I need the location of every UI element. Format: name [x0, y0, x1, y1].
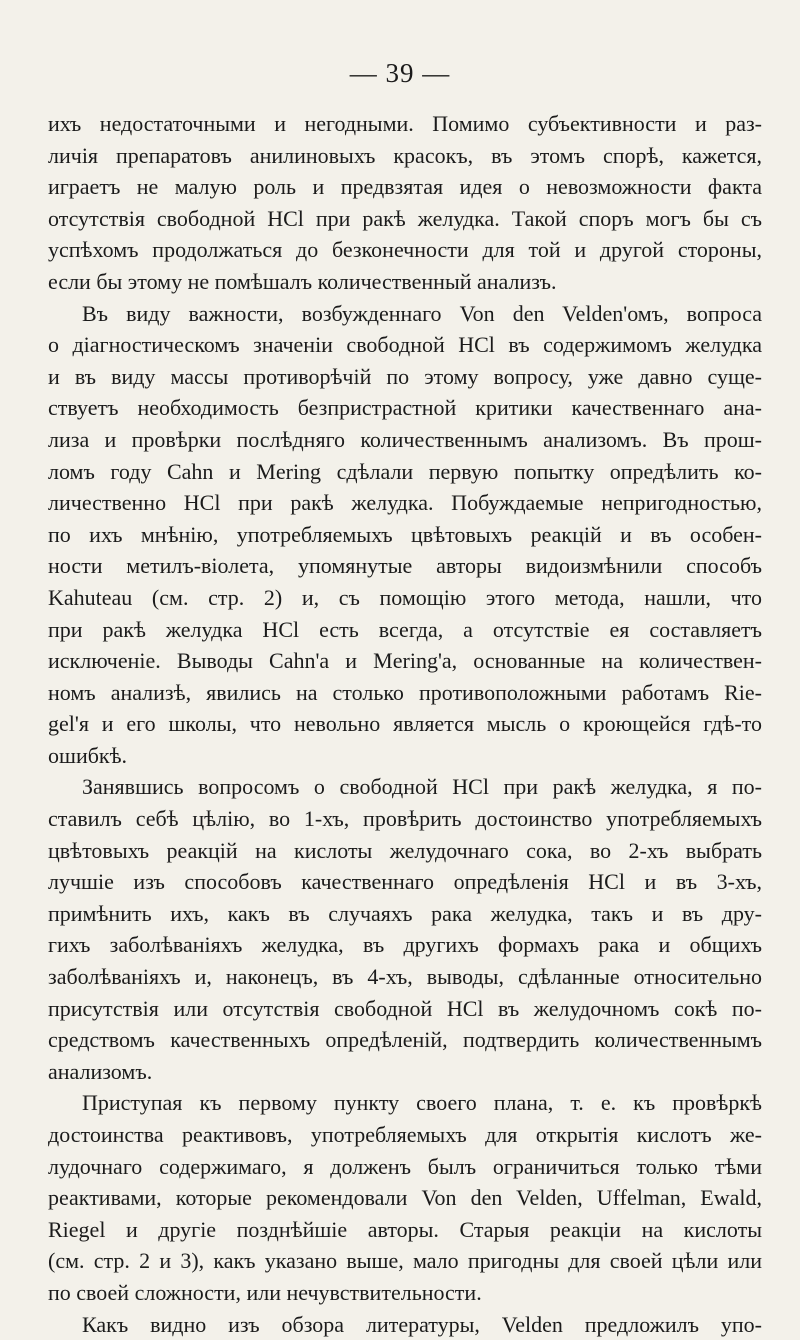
text-line: играетъ не малую роль и предвзятая идея о невозможности факта — [48, 174, 762, 200]
text-line: гихъ заболѣваніяхъ желудка, въ другихъ формахъ рака и общихъ — [48, 932, 762, 958]
text-line: ихъ недостаточными и негодными. Помимо субъективности и раз- — [48, 111, 762, 136]
text-line: личественно HCl при ракѣ желудка. Побуждаемые непригодностью, — [48, 490, 762, 516]
text-line: ломъ году Cahn и Mering сдѣлали первую попытку опредѣлить ко- — [48, 458, 762, 484]
text-line: (см. стр. 2 и 3), какъ указано выше, мало пригодны для своей цѣли или — [48, 1248, 762, 1274]
text-line: примѣнить ихъ, какъ въ случаяхъ рака желудка, такъ и въ дру- — [48, 900, 762, 926]
text-line: заболѣваніяхъ и, наконецъ, въ 4-хъ, выводы, сдѣланные относительно — [48, 964, 762, 990]
text-line: личія препаратовъ анилиновыхъ красокъ, въ этомъ спорѣ, кажется, — [48, 142, 762, 168]
text-line: по ихъ мнѣнію, употребляемыхъ цвѣтовыхъ реакцій и въ особен- — [48, 521, 762, 547]
paragraph-start-line: Приступая къ первому пункту своего плана, т. е. къ провѣркѣ — [82, 1090, 762, 1116]
page-number: — 39 — — [349, 58, 451, 88]
text-line: если бы этому не помѣшалъ количественный анализъ. — [48, 268, 557, 294]
text-line: при ракѣ желудка HCl есть всегда, а отсутствіе ея составляетъ — [48, 616, 762, 642]
paragraph-start-line: Въ виду важности, возбужденнаго Von den Velden'омъ, вопроса — [82, 300, 762, 326]
text-line: достоинства реактивовъ, употребляемыхъ для открытія кислотъ же- — [48, 1122, 762, 1147]
text-line: ности метилъ-віолета, упомянутые авторы видоизмѣнили способъ — [48, 553, 762, 579]
text-line: Riegel и другіе позднѣйшіе авторы. Старыя реакціи на кислоты — [48, 1216, 762, 1242]
body-text — [48, 108, 762, 1340]
text-line: и въ виду массы противорѣчій по этому вопросу, уже давно суще- — [48, 363, 762, 389]
text-line: отсутствія свободной HCl при ракѣ желудка. Такой споръ могъ бы съ — [48, 205, 762, 231]
text-line: лучшіе изъ способовъ качественнаго опредѣленія HCl и въ 3-хъ, — [48, 869, 762, 895]
text-line: ствуетъ необходимость безпристрастной критики качественнаго ана- — [48, 395, 762, 421]
text-line: ошибкѣ. — [48, 742, 128, 768]
text-line: Kahuteau (см. стр. 2) и, съ помощію этого метода, нашли, что — [48, 584, 762, 610]
text-line: о діагностическомъ значеніи свободной HCl въ содержимомъ желудка — [48, 332, 762, 358]
text-line: лиза и провѣрки послѣдняго количественнымъ анализомъ. Въ прош- — [48, 426, 762, 452]
text-line: реактивами, которые рекомендовали Von den Velden, Uffelman, Ewald, — [48, 1185, 762, 1211]
text-line: номъ анализѣ, явились на столько противоположными работамъ Rie- — [48, 679, 762, 705]
text-line: цвѣтовыхъ реакцій на кислоты желудочнаго сока, во 2-хъ выбрать — [48, 837, 762, 863]
text-line: успѣхомъ продолжаться до безконечности для той и другой стороны, — [48, 237, 762, 263]
paragraph-start-line: Какъ видно изъ обзора литературы, Velden предложилъ упо- — [82, 1311, 762, 1337]
text-line: средствомъ качественныхъ опредѣленій, подтвердить количественнымъ — [48, 1027, 762, 1053]
text-line: ставилъ себѣ цѣлію, во 1-хъ, провѣрить достоинство употребляемыхъ — [48, 806, 762, 832]
text-line: исключеніе. Выводы Cahn'а и Mering'а, основанные на количествен- — [48, 648, 762, 674]
text-line: анализомъ. — [48, 1058, 153, 1084]
text-line: gel'я и его школы, что невольно является мысль о кроющейся гдѣ-то — [48, 711, 762, 737]
text-line: по своей сложности, или нечувствительности. — [48, 1279, 482, 1305]
text-line: присутствія или отсутствія свободной HCl въ желудочномъ сокѣ по- — [48, 995, 762, 1021]
text-line: лудочнаго содержимаго, я долженъ былъ ограничиться только тѣми — [48, 1153, 762, 1179]
paragraph-start-line: Занявшись вопросомъ о свободной HCl при ракѣ желудка, я по- — [82, 774, 762, 800]
